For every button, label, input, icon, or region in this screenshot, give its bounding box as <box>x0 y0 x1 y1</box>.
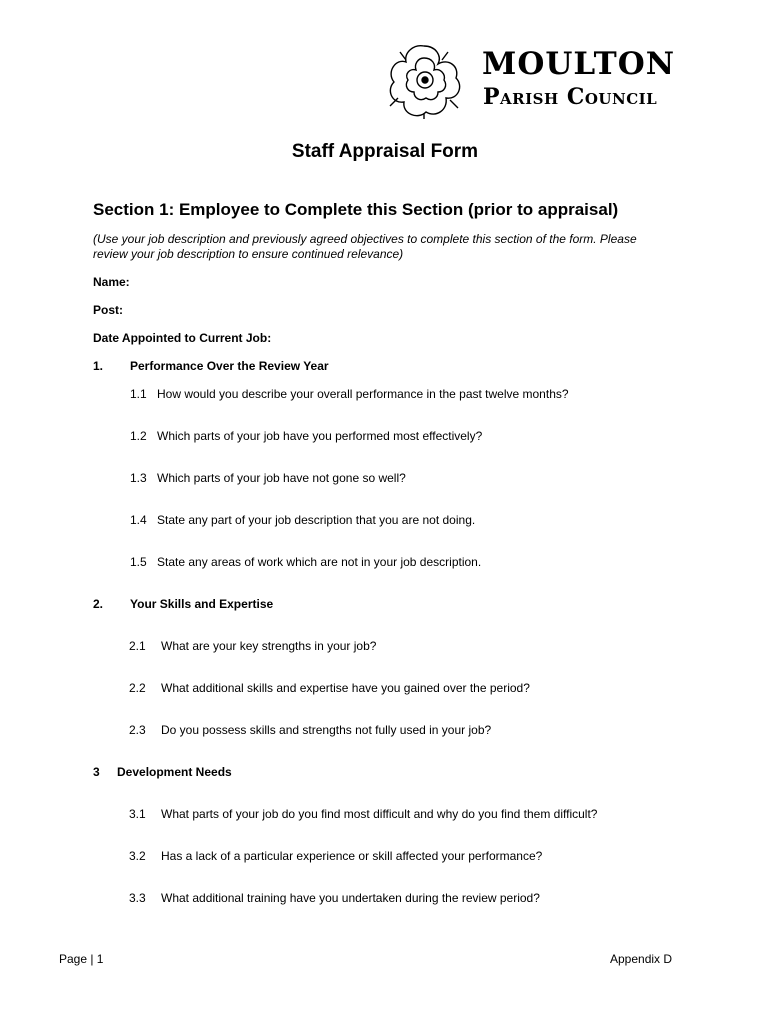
question-text: What additional training have you undertaken during the review period? <box>161 891 540 905</box>
question-number: 3.3 <box>129 891 146 905</box>
section-number: 1. <box>93 359 104 373</box>
question-text: What additional skills and expertise have you gained over the period? <box>161 681 530 695</box>
question-text: What are your key strengths in your job? <box>161 639 377 653</box>
instructions-line: review your job description to ensure continued relevance) <box>93 247 404 261</box>
section-number: 2. <box>93 597 104 611</box>
question-number: 1.4 <box>130 513 147 527</box>
tudor-rose-icon <box>384 40 464 120</box>
page-title: Staff Appraisal Form <box>291 141 479 162</box>
instructions-line: (Use your job description and previously agreed objectives to complete this section of the form. Please <box>93 232 637 246</box>
question-number: 1.2 <box>130 429 147 443</box>
section-heading: Section 1: Employee to Complete this Section (prior to appraisal) <box>93 200 619 219</box>
question-number: 2.1 <box>129 639 146 653</box>
question-text: State any areas of work which are not in your job description. <box>157 555 482 569</box>
question-text: Has a lack of a particular experience or skill affected your performance? <box>161 849 543 863</box>
question-text: Which parts of your job have you performed most effectively? <box>157 429 483 443</box>
page-number: Page | 1 <box>59 952 104 966</box>
question-number: 1.5 <box>130 555 147 569</box>
question-number: 2.2 <box>129 681 146 695</box>
org-name-line1: MOULTON <box>482 46 676 82</box>
question-text: Do you possess skills and strengths not fully used in your job? <box>161 723 492 737</box>
date-appointed-field-label: Date Appointed to Current Job: <box>93 331 272 345</box>
section-title: Performance Over the Review Year <box>130 359 329 373</box>
question-number: 3.1 <box>129 807 146 821</box>
question-text: How would you describe your overall performance in the past twelve months? <box>157 387 569 401</box>
section-title: Your Skills and Expertise <box>130 597 274 611</box>
question-text: What parts of your job do you find most difficult and why do you find them difficult? <box>161 807 598 821</box>
section-title: Development Needs <box>117 765 232 779</box>
question-number: 1.1 <box>130 387 147 401</box>
question-text: State any part of your job description that you are not doing. <box>157 513 476 527</box>
appendix-label: Appendix D <box>610 952 673 966</box>
instructions-text <box>93 232 693 262</box>
section-number: 3 <box>93 765 100 779</box>
question-number: 2.3 <box>129 723 146 737</box>
name-field-label: Name: <box>93 275 130 289</box>
post-field-label: Post: <box>93 303 123 317</box>
question-text: Which parts of your job have not gone so well? <box>157 471 406 485</box>
question-number: 1.3 <box>130 471 147 485</box>
org-name-line2: Parish Council <box>483 84 658 110</box>
question-number: 3.2 <box>129 849 146 863</box>
